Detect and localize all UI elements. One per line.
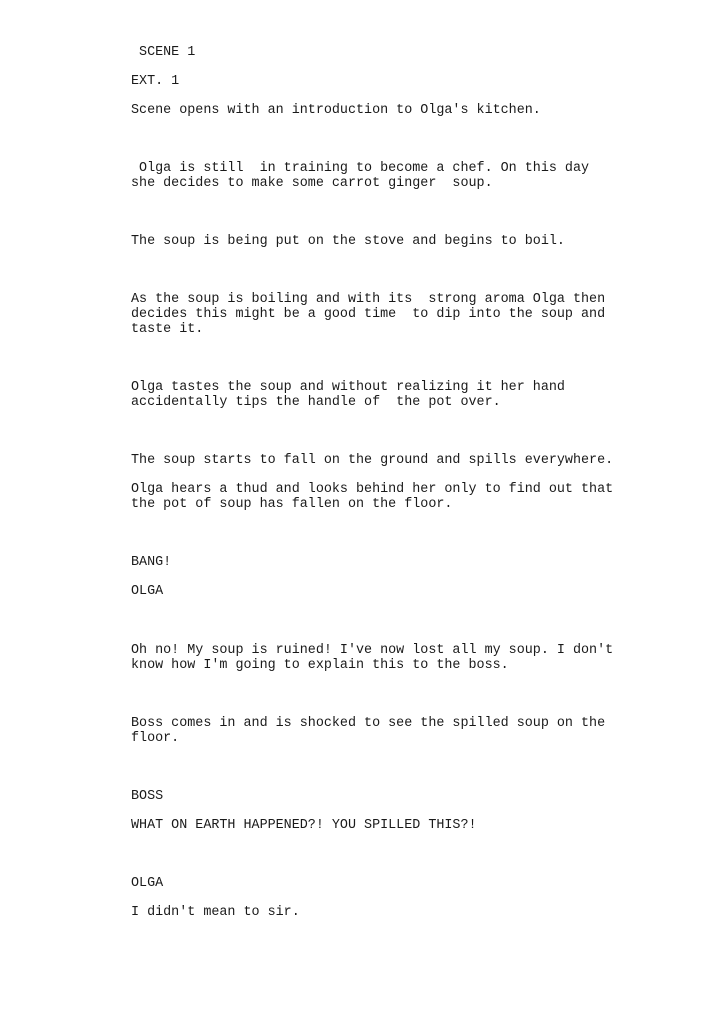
action-boss-enters-line-1: Boss comes in and is shocked to see the spilled soup on the xyxy=(131,716,606,731)
action-training-line-1: Olga is still in training to become a chef. On this day xyxy=(131,161,590,176)
character-name-olga: OLGA xyxy=(131,584,164,599)
dialogue-boss: WHAT ON EARTH HAPPENED?! YOU SPILLED THIS?! xyxy=(131,818,477,833)
character-name-boss: BOSS xyxy=(131,789,164,804)
character-name-olga-2: OLGA xyxy=(131,876,164,891)
dialogue-olga-reply: I didn't mean to sir. xyxy=(131,905,300,920)
action-soup-stove: The soup is being put on the stove and begins to boil. xyxy=(131,234,565,249)
scene-heading: SCENE 1 xyxy=(131,45,196,60)
action-tastes-line-2: accidentally tips the handle of the pot over. xyxy=(131,395,501,410)
action-aroma-line-2: decides this might be a good time to dip into the soup and xyxy=(131,307,606,322)
sound-effect-bang: BANG! xyxy=(131,555,172,570)
action-thud-line-2: the pot of soup has fallen on the floor. xyxy=(131,497,453,512)
dialogue-olga-line-1: Oh no! My soup is ruined! I've now lost all my soup. I don't xyxy=(131,643,614,658)
action-tastes-line-1: Olga tastes the soup and without realizing it her hand xyxy=(131,380,565,395)
action-aroma-line-1: As the soup is boiling and with its strong aroma Olga then xyxy=(131,292,606,307)
action-soup-falls: The soup starts to fall on the ground and spills everywhere. xyxy=(131,453,614,468)
action-aroma-line-3: taste it. xyxy=(131,322,204,337)
dialogue-olga-line-2: know how I'm going to explain this to the boss. xyxy=(131,658,509,673)
action-opening: Scene opens with an introduction to Olga's kitchen. xyxy=(131,103,541,118)
scene-location: EXT. 1 xyxy=(131,74,180,89)
action-thud-line-1: Olga hears a thud and looks behind her only to find out that xyxy=(131,482,614,497)
action-boss-enters-line-2: floor. xyxy=(131,731,180,746)
action-training-line-2: she decides to make some carrot ginger soup. xyxy=(131,176,493,191)
